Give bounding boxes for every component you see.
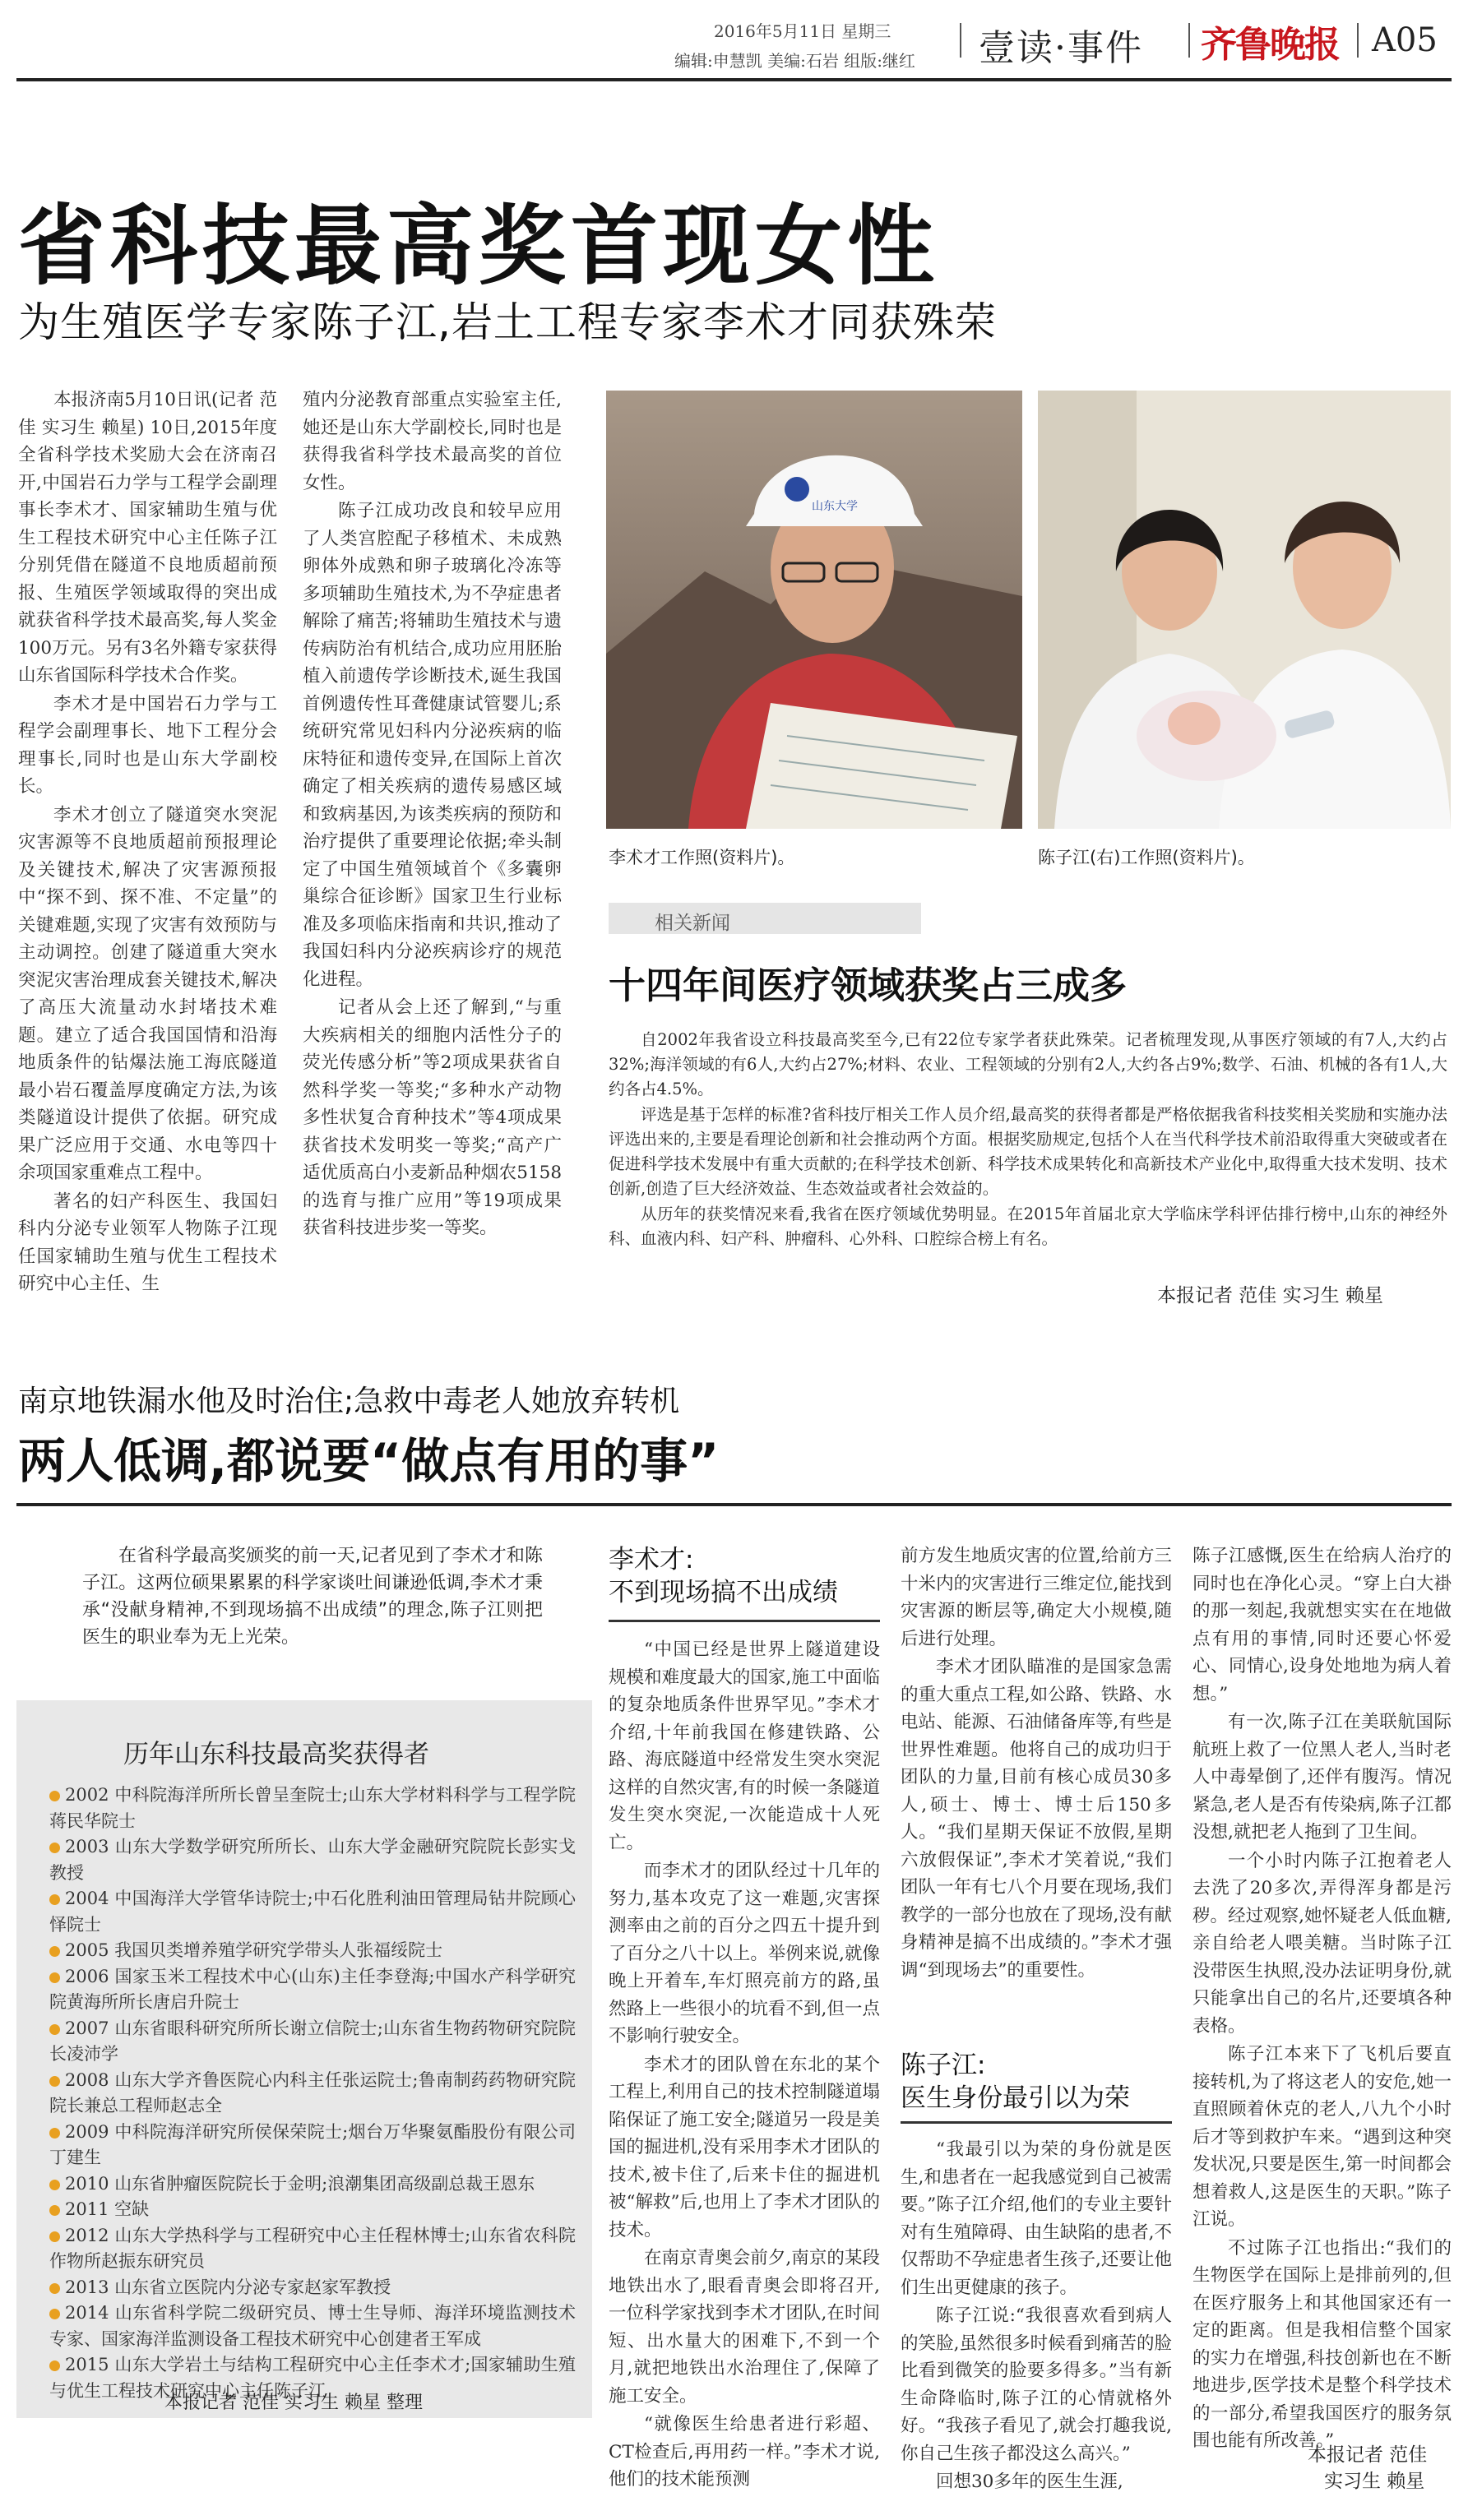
award-item: 2011 空缺	[49, 2197, 576, 2223]
issue-date: 2016年5月11日 星期三	[714, 21, 891, 41]
story2-paragraph: 李术才的团队曾在东北的某个工程上,利用自己的技术控制隧道塌陷保证了施工安全;隧道另一段是美国的掘进机,没有采用李术才团队的技术,被卡住了,后来卡住的掘进机被“解救”后,也用上了李术才团队的技术。	[609, 2054, 880, 2240]
header-rule	[16, 78, 1452, 81]
award-item: 2012 山东大学热科学与工程研究中心主任程林博士;山东省农科院作物所赵振东研究员	[49, 2225, 576, 2271]
story1-column-1	[18, 386, 277, 1299]
story2-column-a	[609, 1636, 880, 2495]
story2-kicker: 南京地铁漏水他及时治住;急救中毒老人她放弃转机	[18, 1385, 680, 1418]
story2-signature: 实习生 赖星	[1324, 2471, 1425, 2492]
story2-column-b	[901, 1542, 1172, 1985]
newspaper-logo: 齐鲁晚报	[1201, 24, 1339, 66]
story2-signature: 本报记者 范佳	[1308, 2444, 1428, 2466]
related-news-tag	[609, 903, 921, 934]
bullet-icon	[49, 1894, 60, 1905]
related-paragraph: 自2002年我省设立科技最高奖至今,已有22位专家学者获此殊荣。记者梳理发现,从事医疗领域的有7人,大约占32%;海洋领域的有6人,大约占27%;材料、农业、工程领域的分别有2人,大约各占9%;数学、石油、机械的各有1人,大约各占4.5%。	[609, 1030, 1447, 1098]
award-box-title: 历年山东科技最高奖获得者	[123, 1740, 429, 1769]
award-item: 2013 山东省立医院内分泌专家赵家军教授	[49, 2275, 576, 2301]
helmet-logo-text: 山东大学	[812, 500, 858, 513]
header-divider	[1188, 23, 1190, 58]
award-item: 2014 山东省科学院二级研究员、博士生导师、海洋环境监测技术专家、国家海洋监测设备工程技术研究中心创建者王军成	[49, 2303, 576, 2349]
bullet-icon	[49, 1843, 60, 1853]
story2-paragraph: 陈子江本来下了飞机后要直接转机,为了将这老人的安危,她一直照顾着休克的老人,八九个小时后才等到救护车来。“遇到这种突发状况,只要是医生,第一时间都会想着救人,这是医生的天职。”陈子江说。	[1192, 2044, 1452, 2230]
header-divider	[1357, 23, 1359, 58]
award-item: 2009 中科院海洋研究所侯保荣院士;烟台万华聚氨酯股份有限公司丁建生	[49, 2121, 576, 2167]
award-item: 2004 中国海洋大学管华诗院士;中石化胜利油田管理局钻井院顾心怿院士	[49, 1889, 576, 1935]
subhead-rule	[901, 2121, 1172, 2124]
bullet-icon	[49, 2128, 60, 2139]
story2-paragraph: 回想30多年的医生生涯,	[936, 2471, 1123, 2492]
story2-paragraph: 李术才团队瞄准的是国家急需的重大重点工程,如公路、铁路、水电站、能源、石油储备库等,有些是世界性难题。他将自己的成功归于团队的力量,目前有核心成员30多人,硕士、博士、博士后150多人。“我们星期天保证不放假,星期六放假保证”,李术才笑着说,“我们团队一年有七八个月要在现场,我们教学的一部分也放在了现场,没有献身精神是搞不出成绩的。”李术才强调“到现场去”的重要性。	[901, 1657, 1172, 1981]
award-item: 2008 山东大学齐鲁医院心内科主任张运院士;鲁南制药药物研究院院长兼总工程师赵志全	[49, 2069, 576, 2115]
story1-paragraph: 李术才是中国岩石力学与工程学会副理事长、地下工程分会理事长,同时也是山东大学副校长。	[18, 693, 277, 797]
related-news-title: 十四年间医疗领域获奖占三成多	[609, 964, 1128, 1007]
story2-rule	[16, 1503, 1452, 1506]
bullet-icon	[49, 2076, 60, 2087]
story2-column-b2	[901, 2136, 1172, 2497]
related-news-body	[609, 1028, 1447, 1252]
subhead-li-shucai: 李术才: 不到现场搞不出成绩	[609, 1545, 838, 1607]
photo-chen-zijiang-image	[1038, 391, 1451, 829]
bullet-icon	[49, 1791, 60, 1801]
story2-paragraph: “中国已经是世界上隧道建设规模和难度最大的国家,施工中面临的复杂地质条件世界罕见。”李术才介绍,十年前我国在修建铁路、公路、海底隧道中经常发生突水突泥这样的自然灾害,有的时候一条隧道发生突水突泥,一次能造成十人死亡。	[609, 1639, 880, 1853]
header-divider	[960, 23, 961, 58]
story1-paragraph: 陈子江成功改良和较早应用了人类宫腔配子移植术、未成熟卵体外成熟和卵子玻璃化冷冻等多项辅助生殖技术,为不孕症患者解除了痛苦;将辅助生殖技术与遗传病防治有机结合,成功应用胚胎植入前遗传学诊断技术,诞生我国首例遗传性耳聋健康试管婴儿;系统研究常见妇科内分泌疾病的临床特征和遗传变异,在国际上首次确定了相关疾病的遗传易感区域和致病基因,为该类疾病的预防和治疗提供了重要理论依据;牵头制定了中国生殖领域首个《多囊卵巢综合征诊断》国家卫生行业标准及多项临床指南和共识,推动了我国妇科内分泌疾病诊疗的规范化进程。	[303, 501, 562, 990]
story2-paragraph: 而李术才的团队经过十几年的努力,基本攻克了这一难题,灾害探测率由之前的百分之四五十提升到了百分之八十以上。举例来说,就像晚上开着车,车灯照亮前方的路,虽然路上一些很小的坑看不到,但一点不影响行驶安全。	[609, 1861, 880, 2046]
story2-paragraph: 陈子江说:“我很喜欢看到病人的笑脸,虽然很多时候看到痛苦的脸比看到微笑的脸要多得多。”当有新生命降临时,陈子江的心情就格外好。“我孩子看见了,就会打趣我说,你自己生孩子都没这么高兴。”	[901, 2305, 1172, 2464]
award-winners-list	[49, 1782, 576, 2404]
page-number: A05	[1372, 21, 1438, 59]
related-paragraph: 评选是基于怎样的标准?省科技厅相关工作人员介绍,最高奖的获得者都是严格依据我省科技奖相关奖励和实施办法评选出来的,主要是看理论创新和社会推动两个方面。根据奖励规定,包括个人在当代科学技术前沿取得重大突破或者在促进科学技术发展中有重大贡献的;在科学技术创新、科学技术成果转化和高新技术产业化中,取得重大技术发明、技术创新,创造了巨大经济效益、生态效益或者社会效益的。	[609, 1105, 1447, 1198]
story1-paragraph: 殖内分泌教育部重点实验室主任,她还是山东大学副校长,同时也是获得我省科学技术最高奖的首位女性。	[303, 390, 562, 493]
bullet-icon	[49, 2231, 60, 2242]
award-item: 2005 我国贝类增养殖学研究学带头人张福绥院士	[49, 1938, 576, 1964]
photo-li-shucai-image	[606, 391, 1022, 829]
photo-caption-chen: 陈子江(右)工作照(资料片)。	[1038, 848, 1255, 867]
bullet-icon	[49, 2180, 60, 2190]
story2-paragraph: 在南京青奥会前夕,南京的某段地铁出水了,眼看青奥会即将召开,一位科学家找到李术才团队,在时间短、出水量大的困难下,不到一个月,就把地铁出水治理住了,保障了施工安全。	[609, 2248, 880, 2407]
photo-chen-zijiang	[1038, 391, 1451, 829]
related-news-label: 相关新闻	[655, 913, 730, 934]
award-item: 2003 山东大学数学研究所所长、山东大学金融研究院院长彭实戈教授	[49, 1837, 576, 1883]
section-name: 壹读·事件	[979, 27, 1143, 69]
bullet-icon	[49, 2360, 60, 2371]
story1-column-2	[303, 386, 562, 1243]
story2-title: 两人低调,都说要“做点有用的事”	[18, 1433, 720, 1489]
story2-paragraph: 前方发生地质灾害的位置,给前方三十米内的灾害进行三维定位,能找到灾害源的断层等,确定大小规模,随后进行处理。	[901, 1546, 1172, 1649]
editor-credits: 编辑:申慧凯 美编:石岩 组版:继红	[674, 51, 915, 71]
award-box-signature: 本报记者 范佳 实习生 赖星 整理	[164, 2393, 423, 2413]
story2-paragraph: 有一次,陈子江在美联航国际航班上救了一位黑人老人,当时老人中毒晕倒了,还伴有腹泻。情况紧急,老人是否有传染病,陈子江都没想,就把老人拖到了卫生间。	[1192, 1712, 1452, 1843]
award-item: 2010 山东省肿瘤医院院长于金明;浪潮集团高级副总裁王恩东	[49, 2171, 576, 2198]
bullet-icon	[49, 2024, 60, 2035]
story2-lead: 在省科学最高奖颁奖的前一天,记者见到了李术才和陈子江。这两位硕果累累的科学家谈吐间谦逊低调,李术才秉承“没献身精神,不到现场搞不出成绩”的理念,陈子江则把医生的职业奉为无上光荣。	[82, 1546, 543, 1648]
main-headline: 省科技最高奖首现女性	[18, 196, 939, 297]
subhead-rule	[609, 1620, 880, 1622]
story2-paragraph: 不过陈子江也指出:“我们的生物医学在国际上是排前列的,但在医疗服务上和其他国家还有一定的距离。但是我相信整个国家的实力在增强,科技创新也在不断地进步,医学技术是整个科学技术的一部分,希望我国医疗的服务氛围也能有所改善。”	[1192, 2237, 1452, 2451]
story2-column-c	[1192, 1542, 1452, 2456]
story1-paragraph: 著名的妇产科医生、我国妇科内分泌专业领军人物陈子江现任国家辅助生殖与优生工程技术研究中心主任、生	[18, 1191, 277, 1294]
subhead-chen-zijiang: 陈子江: 医生身份最引以为荣	[901, 2051, 1130, 2113]
story1-paragraph: 李术才创立了隧道突水突泥灾害源等不良地质超前预报理论及关键技术,解决了灾害源预报中“探不到、探不准、不定量”的关键难题,实现了灾害有效预防与主动调控。创建了隧道重大突水突泥灾害治理成套关键技术,解决了高压大流量动水封堵技术难题。建立了适合我国国情和沿海地质条件的钻爆法施工海底隧道最小岩石覆盖厚度确定方法,为该类隧道设计提供了依据。研究成果广泛应用于交通、水电等四十余项国家重难点工程中。	[18, 804, 277, 1183]
story2-paragraph: 陈子江感慨,医生在给病人治疗的同时也在净化心灵。“穿上白大褂的那一刻起,我就想实实在在地做点有用的事情,同时还要心怀爱心、同情心,设身处地地为病人着想。”	[1192, 1546, 1452, 1704]
award-item: 2002 中科院海洋所所长曾呈奎院士;山东大学材料科学与工程学院蒋民华院士	[49, 1785, 576, 1831]
bullet-icon	[49, 1946, 60, 1957]
related-paragraph: 从历年的获奖情况来看,我省在医疗领域优势明显。在2015年首届北京大学临床学科评估排行榜中,山东的神经外科、血液内科、妇产科、肿瘤科、心外科、口腔综合榜上有名。	[609, 1205, 1447, 1248]
story1-paragraph: 本报济南5月10日讯(记者 范佳 实习生 赖星) 10日,2015年度全省科学技术奖励大会在济南召开,中国岩石力学与工程学会副理事长李术才、国家辅助生殖与优生工程技术研究中心主任陈子江分别凭借在隧道不良地质超前预报、生殖医学领域取得的突出成就获省科学技术最高奖,每人奖金100万元。另有3名外籍专家获得山东省国际科学技术合作奖。	[18, 390, 277, 686]
story2-paragraph: “我最引以为荣的身份就是医生,和患者在一起我感觉到自己被需要。”陈子江介绍,他们的专业主要针对有生殖障碍、由生缺陷的患者,不仅帮助不孕症患者生孩子,还要让他们生出更健康的孩子。	[901, 2139, 1172, 2298]
story2-paragraph: 一个小时内陈子江抱着老人去洗了20多次,弄得浑身都是污秽。经过观察,她怀疑老人低血糖,亲自给老人喂美糖。当时陈子江没带医生执照,没办法证明身份,就只能拿出自己的名片,还要填各种表格。	[1192, 1850, 1452, 2037]
bullet-icon	[49, 2205, 60, 2216]
bullet-icon	[49, 2283, 60, 2294]
story2-paragraph: “就像医生给患者进行彩超、CT检查后,再用药一样。”李术才说,他们的技术能预测	[609, 2414, 880, 2490]
award-item: 2015 山东大学岩土与结构工程研究中心主任李术才;国家辅助生殖与优生工程技术研究中心主任陈子江	[49, 2355, 576, 2401]
bullet-icon	[49, 1972, 60, 1983]
story1-paragraph: 记者从会上还了解到,“与重大疾病相关的细胞内活性分子的荧光传感分析”等2项成果获省自然科学奖一等奖;“多种水产动物多性状复合育种技术”等4项成果获省技术发明奖一等奖;“高产广适优质高白小麦新品种烟农5158的选育与推广应用”等19项成果获省科技进步奖一等奖。	[303, 997, 562, 1238]
award-item: 2006 国家玉米工程技术中心(山东)主任李登海;中国水产科学研究院黄海所所长唐启升院士	[49, 1966, 576, 2012]
award-item: 2007 山东省眼科研究所所长谢立信院士;山东省生物药物研究院院长凌沛学	[49, 2018, 576, 2064]
sub-headline: 为生殖医学专家陈子江,岩土工程专家李术才同获殊荣	[18, 298, 997, 346]
related-signature: 本报记者 范佳 实习生 赖星	[1157, 1285, 1383, 1306]
photo-li-shucai	[606, 391, 1022, 829]
bullet-icon	[49, 2309, 60, 2319]
photo-caption-li: 李术才工作照(资料片)。	[609, 848, 795, 867]
